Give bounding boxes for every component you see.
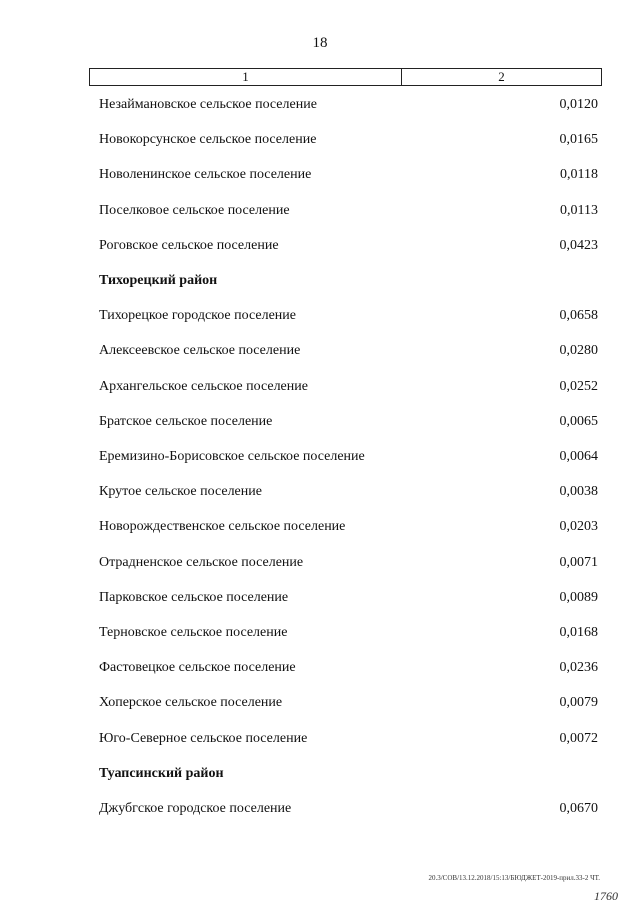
settlement-name: Джубгское городское поселение xyxy=(99,801,292,816)
share-value: 0,0038 xyxy=(559,484,598,499)
share-value: 0,0670 xyxy=(559,801,598,816)
district-name: Туапсинский район xyxy=(99,766,224,781)
settlement-name: Роговское сельское поселение xyxy=(99,238,279,253)
settlement-name: Юго-Северное сельское поселение xyxy=(99,731,308,746)
settlement-name: Братское сельское поселение xyxy=(99,414,273,429)
settlement-name: Фастовецкое сельское поселение xyxy=(99,660,296,675)
settlement-name: Крутое сельское поселение xyxy=(99,484,262,499)
table-row xyxy=(0,449,640,469)
table-row xyxy=(0,203,640,223)
share-value: 0,0280 xyxy=(559,343,598,358)
settlement-name: Новорождественское сельское поселение xyxy=(99,519,346,534)
share-value: 0,0658 xyxy=(559,308,598,323)
settlement-name: Еремизино-Борисовское сельское поселение xyxy=(99,449,365,464)
share-value: 0,0079 xyxy=(559,695,598,710)
share-value: 0,0071 xyxy=(559,555,598,570)
settlement-name: Новокорсунское сельское поселение xyxy=(99,132,317,147)
settlement-name: Поселковое сельское поселение xyxy=(99,203,290,218)
table-row xyxy=(0,660,640,680)
column-header-2: 2 xyxy=(498,69,505,84)
share-value: 0,0072 xyxy=(559,731,598,746)
table-row xyxy=(0,308,640,328)
settlement-name: Парковское сельское поселение xyxy=(99,590,289,605)
table-row xyxy=(0,555,640,575)
page-number: 18 xyxy=(312,35,328,51)
table-row xyxy=(0,238,640,258)
settlement-name: Алексеевское сельское поселение xyxy=(99,343,301,358)
table-row xyxy=(0,97,640,117)
share-value: 0,0089 xyxy=(559,590,598,605)
table-row xyxy=(0,590,640,610)
table-row xyxy=(0,731,640,751)
share-value: 0,0168 xyxy=(559,625,598,640)
settlement-name: Новоленинское сельское поселение xyxy=(99,167,312,182)
table-row xyxy=(0,484,640,504)
settlement-name: Хоперское сельское поселение xyxy=(99,695,283,710)
table-row xyxy=(0,695,640,715)
share-value: 0,0252 xyxy=(559,379,598,394)
settlement-name: Тихорецкое городское поселение xyxy=(99,308,296,323)
share-value: 0,0236 xyxy=(559,660,598,675)
share-value: 0,0165 xyxy=(559,132,598,147)
share-value: 0,0118 xyxy=(560,167,598,182)
table-row xyxy=(0,414,640,434)
table-row xyxy=(0,379,640,399)
district-heading-row xyxy=(0,766,640,786)
settlement-name: Терновское сельское поселение xyxy=(99,625,288,640)
settlement-name: Архангельское сельское поселение xyxy=(99,379,308,394)
table-row xyxy=(0,519,640,539)
share-value: 0,0120 xyxy=(559,97,598,112)
sheet-number: 1760 xyxy=(594,889,618,903)
share-value: 0,0203 xyxy=(559,519,598,534)
table-row xyxy=(0,167,640,187)
settlement-name: Незаймановское сельское поселение xyxy=(99,97,317,112)
column-header-1: 1 xyxy=(90,69,402,85)
share-value: 0,0064 xyxy=(559,449,598,464)
document-code: 20.3/СОВ/13.12.2018/15:13/БЮДЖЕТ-2019-прил.33-2 ЧТ. xyxy=(428,874,600,882)
table-row xyxy=(0,801,640,821)
share-value: 0,0065 xyxy=(559,414,598,429)
table-row xyxy=(0,132,640,152)
table-row xyxy=(0,625,640,645)
district-name: Тихорецкий район xyxy=(99,273,218,288)
share-value: 0,0113 xyxy=(560,203,598,218)
table-header xyxy=(89,68,602,86)
settlement-name: Отрадненское сельское поселение xyxy=(99,555,304,570)
table-row xyxy=(0,343,640,363)
share-value: 0,0423 xyxy=(559,238,598,253)
district-heading-row xyxy=(0,273,640,293)
